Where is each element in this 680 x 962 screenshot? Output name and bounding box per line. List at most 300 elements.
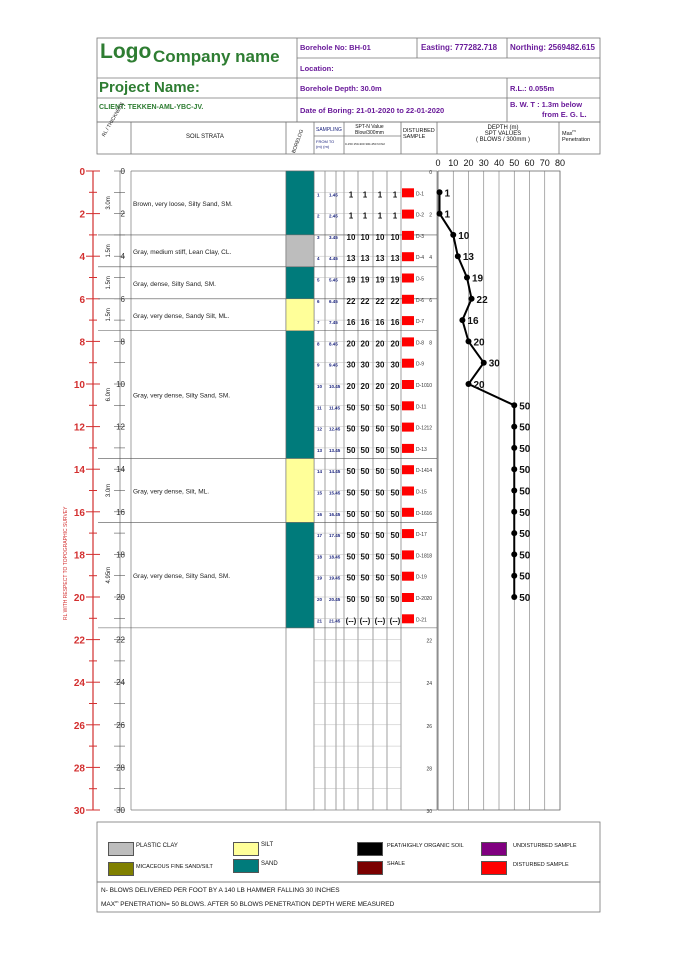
sample-to: 21.45 [329, 618, 341, 624]
inner-depth-label: 22 [116, 635, 125, 645]
sample-no: 7 [317, 320, 320, 326]
spt-value: 22 [360, 296, 370, 306]
legend-sand: SAND [261, 861, 278, 867]
chart-depth-label: 28 [426, 766, 432, 773]
sample-no: 13 [317, 447, 323, 453]
spt-value: 20 [375, 339, 385, 349]
spt-value: 50 [375, 595, 385, 604]
disturbed-sample-marker [402, 444, 414, 453]
borehole-depth: Borehole Depth: 30.0m [300, 84, 382, 93]
spt-value: 50 [390, 403, 400, 413]
spt-value: 20 [360, 382, 370, 391]
borelog-layer-silt [286, 459, 314, 523]
spt-point [511, 488, 517, 494]
disturbed-sample-label: D-20 [416, 596, 427, 602]
borelog-layer-silt [286, 299, 314, 331]
legend-swatch-disturbed [481, 861, 507, 875]
sample-no: 15 [317, 490, 323, 496]
spt-value: 22 [375, 296, 385, 306]
spt-value: 50 [360, 467, 370, 477]
spt-value: 19 [360, 275, 370, 285]
sample-to: 19.45 [329, 575, 341, 581]
disturbed-sample-marker [402, 188, 414, 197]
spt-value: 13 [360, 254, 370, 264]
strata-thickness: 1.5m [106, 276, 112, 290]
legend-undisturbed: UNDISTURBED SAMPLE [513, 843, 577, 849]
chart-depth-label: 8 [429, 340, 432, 347]
strata-description: Gray, very dense, Silty Sand, SM. [133, 573, 231, 581]
disturbed-sample-label: D-2 [416, 212, 425, 219]
disturbed-sample-label: D-14 [416, 468, 427, 475]
spt-data-label: 1 [444, 188, 451, 200]
spt-axis-tick: 60 [524, 158, 535, 168]
disturbed-sample-marker [402, 359, 414, 368]
sample-to: 11.45 [329, 405, 341, 411]
spt-data-label: 50 [519, 422, 531, 434]
spt-value: 50 [390, 445, 400, 455]
sample-to: 3.45 [329, 234, 338, 240]
spt-point [511, 402, 517, 408]
disturbed-sample-marker [402, 508, 414, 517]
inner-depth-label: 8 [120, 337, 125, 347]
borehole-no: Borehole No: BH-01 [300, 43, 371, 52]
spt-point [481, 360, 487, 366]
legend-swatch-silt [233, 842, 259, 856]
legend-swatch-micaceous [108, 862, 134, 876]
disturbed-sample-marker [402, 380, 414, 389]
spt-data-label: 50 [519, 486, 531, 498]
chart-depth-label: 4 [429, 255, 432, 262]
spt-point [455, 253, 461, 259]
spt-point [466, 381, 472, 387]
disturbed-sample-marker [402, 593, 414, 602]
disturbed-sample-label: D-10 [416, 383, 427, 389]
spt-point [511, 530, 517, 536]
sample-no: 19 [317, 575, 323, 581]
spt-value: 16 [346, 318, 356, 328]
sample-to: 18.45 [329, 554, 341, 560]
spt-data-label: 30 [488, 358, 500, 370]
spt-value: 50 [375, 467, 385, 477]
spt-data-label: 19 [471, 273, 484, 285]
strata-thickness: 1.5m [106, 244, 112, 258]
sample-to: 15.45 [329, 490, 341, 496]
spt-data-label: 50 [519, 571, 531, 583]
sample-no: 3 [317, 234, 320, 240]
disturbed-sample-label: D-3 [416, 233, 425, 240]
sample-to: 1.45 [329, 192, 338, 198]
disturbed-sample-label: D-6 [416, 297, 425, 304]
col-borelog: BORELOG [291, 128, 306, 155]
spt-value: 50 [375, 403, 385, 413]
inner-depth-label: 10 [116, 380, 125, 389]
spt-data-label: 13 [462, 252, 474, 264]
spt-value: 20 [346, 339, 356, 349]
disturbed-sample-label: D-16 [416, 510, 427, 517]
col-from-to: FROM TO (m) (m) [316, 139, 335, 149]
strata-thickness: 6.0m [106, 387, 112, 402]
spt-data-label: 16 [467, 316, 479, 328]
spt-value: 16 [390, 318, 400, 328]
spt-axis-tick: 80 [554, 158, 566, 168]
sample-no: 2 [317, 213, 320, 219]
sample-to: 5.45 [329, 277, 338, 283]
disturbed-sample-marker [402, 252, 414, 261]
disturbed-sample-label: D-5 [416, 276, 425, 283]
spt-value: 19 [390, 275, 400, 285]
chart-depth-label: 24 [426, 681, 432, 688]
sample-no: 11 [317, 405, 322, 411]
spt-value: 1 [377, 190, 383, 200]
disturbed-sample-marker [402, 465, 414, 474]
spt-value: 50 [360, 573, 370, 583]
sample-to: 6.45 [329, 298, 338, 304]
depth-tick-label: 0 [79, 167, 85, 178]
spt-data-label: 1 [444, 209, 451, 221]
spt-value: 10 [375, 232, 385, 242]
col-depth-spt: DEPTH (m) SPT VALUES ( BLOWS / 300mm ) [476, 125, 531, 143]
spt-value: 1 [348, 211, 354, 221]
spt-value: 20 [375, 382, 385, 391]
borelog-layer-sand [286, 331, 314, 459]
spt-value: 19 [375, 275, 385, 285]
depth-tick-label: 6 [79, 294, 85, 306]
borelog-layer-clay [286, 235, 314, 267]
inner-depth-label: 2 [120, 209, 125, 219]
inner-depth-label: 0 [120, 167, 125, 176]
sample-no: 10 [317, 384, 323, 389]
spt-point [450, 232, 456, 238]
sample-to: 2.45 [329, 213, 338, 219]
strata-description: Gray, very dense, Silty Sand, SM. [133, 392, 231, 400]
spt-value: 50 [360, 509, 370, 519]
spt-line [440, 192, 515, 597]
sample-no: 18 [317, 554, 323, 560]
inner-depth-label: 18 [116, 550, 125, 560]
strata-thickness: 4.95m [106, 566, 112, 584]
strata-description: Gray, very dense, Silt, ML. [133, 488, 210, 496]
sample-to: 14.45 [329, 469, 341, 475]
disturbed-sample-marker [402, 210, 414, 219]
spt-value: 30 [375, 360, 385, 370]
spt-value: 50 [346, 445, 356, 455]
spt-value: 50 [360, 424, 370, 434]
chart-depth-label: 16 [426, 510, 432, 517]
sample-no: 8 [317, 341, 320, 347]
spt-value: 50 [390, 552, 400, 562]
spt-value: 19 [346, 275, 356, 285]
spt-data-label: 20 [473, 337, 485, 349]
spt-value: 50 [360, 488, 370, 498]
inner-depth-label: 6 [120, 294, 125, 304]
sample-to: 20.45 [329, 597, 341, 602]
spt-value: 50 [346, 509, 356, 519]
spt-value: 1 [392, 211, 398, 221]
spt-value: 30 [346, 360, 356, 370]
depth-tick-label: 22 [73, 635, 85, 647]
legend-swatch-plastic-clay [108, 842, 134, 856]
chart-depth-label: 0 [429, 170, 432, 176]
spt-point [511, 551, 517, 557]
col-soil-strata: SOIL STRATA [186, 134, 224, 140]
borelog-layer-sand [286, 171, 314, 235]
spt-axis-tick: 70 [539, 158, 550, 168]
spt-value: 50 [360, 445, 370, 455]
easting: Easting: 777282.718 [421, 43, 498, 52]
spt-value: 50 [390, 595, 400, 604]
legend-shale: SHALE [387, 861, 406, 867]
spt-point [459, 317, 465, 323]
rl-value: R.L.: 0.055m [510, 84, 555, 93]
spt-value: 50 [390, 467, 400, 477]
col-spt-sub: 0-150 150-300 300-450 N=N2 [345, 142, 385, 146]
spt-axis-tick: 10 [448, 158, 459, 168]
inner-depth-label: 28 [116, 763, 125, 773]
sample-no: 9 [317, 362, 320, 368]
inner-depth-label: 12 [116, 422, 125, 432]
spt-value: 1 [348, 190, 354, 200]
note-line1: N- BLOWS DELIVERED PER FOOT BY A 140 LB HAMMER FALLING 30 INCHES [101, 887, 340, 894]
spt-value: 50 [346, 595, 356, 604]
side-label: RL WITH RESPECT TO TOPOGRAPHIC SURVEY [63, 506, 69, 620]
chart-depth-label: 6 [429, 297, 432, 304]
spt-value: 1 [377, 211, 383, 221]
inner-depth-label: 20 [116, 593, 125, 602]
northing: Northing: 2569482.615 [510, 43, 595, 52]
spt-value: 16 [375, 318, 385, 328]
chart-depth-label: 26 [426, 723, 432, 730]
spt-value: 30 [390, 360, 400, 370]
sample-to: 10.45 [329, 384, 341, 389]
disturbed-sample-marker [402, 529, 414, 538]
chart-depth-label: 30 [426, 809, 432, 815]
disturbed-sample-label: D-9 [416, 361, 425, 368]
legend-swatch-undisturbed [481, 842, 507, 856]
inner-depth-label: 26 [116, 720, 125, 730]
legend-swatch-sand [233, 859, 259, 873]
spt-point [469, 296, 475, 302]
sample-to: 4.45 [329, 256, 338, 262]
spt-axis-tick: 50 [509, 158, 520, 168]
spt-point [511, 466, 517, 472]
spt-value: 50 [346, 488, 356, 498]
spt-value: 50 [346, 531, 356, 541]
disturbed-sample-label: D-12 [416, 425, 427, 432]
legend-micaceous: MICACEOUS FINE SAND/SILT [136, 864, 213, 870]
sample-no: 5 [317, 277, 320, 283]
depth-tick-label: 16 [73, 507, 85, 519]
legend-silt: SILT [261, 842, 274, 848]
disturbed-sample-marker [402, 401, 414, 410]
sample-to: 16.45 [329, 511, 341, 517]
disturbed-sample-marker [402, 231, 414, 240]
depth-tick-label: 2 [79, 209, 85, 221]
spt-value: 50 [375, 531, 385, 541]
sample-to: 8.45 [329, 341, 338, 347]
col-disturbed: DISTURBED SAMPLE [403, 128, 435, 140]
disturbed-sample-marker [402, 550, 414, 559]
depth-tick-label: 8 [79, 337, 85, 349]
disturbed-sample-label: D-15 [416, 489, 427, 496]
sample-no: 17 [317, 533, 323, 539]
inner-depth-label: 30 [116, 806, 125, 815]
depth-tick-label: 24 [73, 678, 85, 690]
strata-thickness: 3.0m [106, 196, 112, 210]
company-name: Company name [153, 47, 280, 66]
spt-point [511, 509, 517, 515]
inner-depth-label: 16 [116, 507, 125, 517]
spt-axis-tick: 0 [435, 158, 441, 168]
disturbed-sample-label: D-21 [416, 617, 427, 624]
spt-value: 50 [346, 403, 356, 413]
spt-data-label: 50 [519, 593, 531, 604]
chart-depth-label: 2 [429, 212, 432, 219]
spt-value: 50 [375, 552, 385, 562]
disturbed-sample-label: D-17 [416, 532, 427, 539]
spt-point [464, 275, 470, 281]
spt-value: 50 [375, 573, 385, 583]
spt-value: 1 [392, 190, 398, 200]
inner-depth-label: 24 [116, 678, 125, 688]
spt-value: 1 [362, 211, 368, 221]
spt-data-label: 10 [458, 230, 470, 242]
spt-point [437, 189, 443, 195]
note-line2: MAX$^m$ PENETRATION= 50 BLOWS. AFTER 50 BLOWS PENETRATION DEPTH WERE MEASURED [101, 899, 395, 909]
strata-description: Brown, very loose, Silty Sand, SM. [133, 200, 233, 208]
spt-point [511, 594, 517, 600]
legend-disturbed: DISTURBED SAMPLE [513, 862, 569, 868]
chart-depth-label: 18 [426, 553, 432, 560]
disturbed-sample-marker [402, 295, 414, 304]
depth-tick-label: 28 [73, 763, 85, 775]
spt-data-label: 50 [519, 443, 531, 455]
chart-depth-label: 14 [426, 468, 432, 475]
bwt-line1: B. W. T : 1.3m below [510, 100, 583, 109]
disturbed-sample-marker [402, 572, 414, 581]
strata-thickness: 3.0m [106, 483, 112, 498]
disturbed-sample-label: D-8 [416, 340, 425, 347]
spt-value: 50 [390, 573, 400, 583]
spt-data-label: 50 [519, 550, 531, 562]
spt-value: 50 [375, 488, 385, 498]
spt-value: 22 [390, 296, 400, 306]
depth-tick-label: 20 [73, 593, 85, 604]
disturbed-sample-marker [402, 487, 414, 496]
legend-swatch-peat [357, 842, 383, 856]
logo: Logo [100, 40, 152, 63]
disturbed-sample-label: D-19 [416, 574, 427, 581]
strata-thickness: 1.5m [106, 308, 112, 322]
location: Location: [300, 64, 334, 73]
col-rl-thickness: RL / THICKNESS [101, 101, 126, 138]
spt-point [511, 445, 517, 451]
sample-no: 16 [317, 511, 323, 517]
spt-value: (--) [359, 616, 371, 626]
sample-no: 12 [317, 426, 323, 432]
col-max-penetration: Max$^m$ Penetration [562, 128, 591, 143]
spt-value: 50 [346, 424, 356, 434]
disturbed-sample-marker [402, 274, 414, 283]
spt-value: 50 [375, 509, 385, 519]
sample-no: 4 [317, 256, 320, 262]
borelog-layer-sand [286, 522, 314, 627]
spt-axis-tick: 40 [493, 158, 505, 168]
disturbed-sample-label: D-4 [416, 255, 425, 262]
spt-value: 50 [375, 445, 385, 455]
spt-value: 20 [390, 382, 400, 391]
strata-description: Gray, very dense, Sandy Silt, ML. [133, 312, 230, 320]
client: CLIENT: TEKKEN-AML-YBC-JV. [99, 104, 204, 111]
spt-value: 10 [390, 232, 400, 242]
strata-description: Gray, medium stiff, Lean Clay, CL. [133, 248, 232, 256]
date-of-boring: Date of Boring: 21-01-2020 to 22-01-2020 [300, 106, 445, 115]
spt-point [466, 338, 472, 344]
legend-plastic-clay: PLASTIC CLAY [136, 843, 178, 849]
sample-to: 7.45 [329, 320, 338, 326]
depth-tick-label: 10 [73, 380, 85, 391]
disturbed-sample-label: D-18 [416, 553, 427, 560]
chart-depth-label: 12 [426, 425, 432, 432]
spt-value: 50 [360, 403, 370, 413]
depth-tick-label: 14 [73, 465, 85, 477]
depth-tick-label: 30 [73, 806, 85, 817]
sample-no: 21 [317, 618, 323, 624]
chart-depth-label: 20 [426, 596, 432, 602]
spt-value: (--) [389, 616, 401, 626]
spt-value: 50 [390, 424, 400, 434]
sample-no: 1 [317, 192, 320, 198]
spt-value: (--) [345, 616, 357, 626]
spt-value: 16 [360, 318, 370, 328]
spt-value: 10 [360, 232, 370, 242]
spt-value: 20 [346, 382, 356, 391]
disturbed-sample-marker [402, 614, 414, 623]
chart-depth-label: 22 [426, 638, 432, 645]
disturbed-sample-label: D-1 [416, 191, 425, 198]
legend-peat: PEAT/HIGHLY ORGANIC SOIL [387, 843, 464, 849]
spt-value: 13 [390, 254, 400, 264]
spt-value: 13 [346, 254, 356, 264]
spt-value: 13 [375, 254, 385, 264]
disturbed-sample-label: D-7 [416, 319, 425, 326]
legend-swatch-shale [357, 861, 383, 875]
spt-data-label: 50 [519, 465, 531, 477]
spt-value: 20 [390, 339, 400, 349]
disturbed-sample-label: D-11 [416, 404, 427, 411]
spt-axis-tick: 30 [478, 158, 489, 168]
spt-value: 50 [346, 573, 356, 583]
spt-data-label: 50 [519, 401, 531, 413]
inner-depth-label: 14 [116, 465, 125, 475]
spt-value: 30 [360, 360, 370, 370]
depth-tick-label: 4 [79, 252, 85, 264]
spt-value: 50 [360, 595, 370, 604]
spt-value: 50 [360, 531, 370, 541]
spt-point [437, 211, 443, 217]
sample-to: 9.45 [329, 362, 338, 368]
spt-point [511, 424, 517, 430]
sample-no: 6 [317, 298, 320, 304]
spt-value: 50 [390, 531, 400, 541]
strata-description: Gray, dense, Silty Sand, SM. [133, 280, 216, 288]
spt-value: 50 [390, 488, 400, 498]
spt-value: 22 [346, 296, 356, 306]
spt-data-label: 22 [476, 294, 488, 306]
spt-value: 20 [360, 339, 370, 349]
spt-value: 50 [390, 509, 400, 519]
disturbed-sample-marker [402, 423, 414, 432]
sample-to: 17.45 [329, 533, 341, 539]
